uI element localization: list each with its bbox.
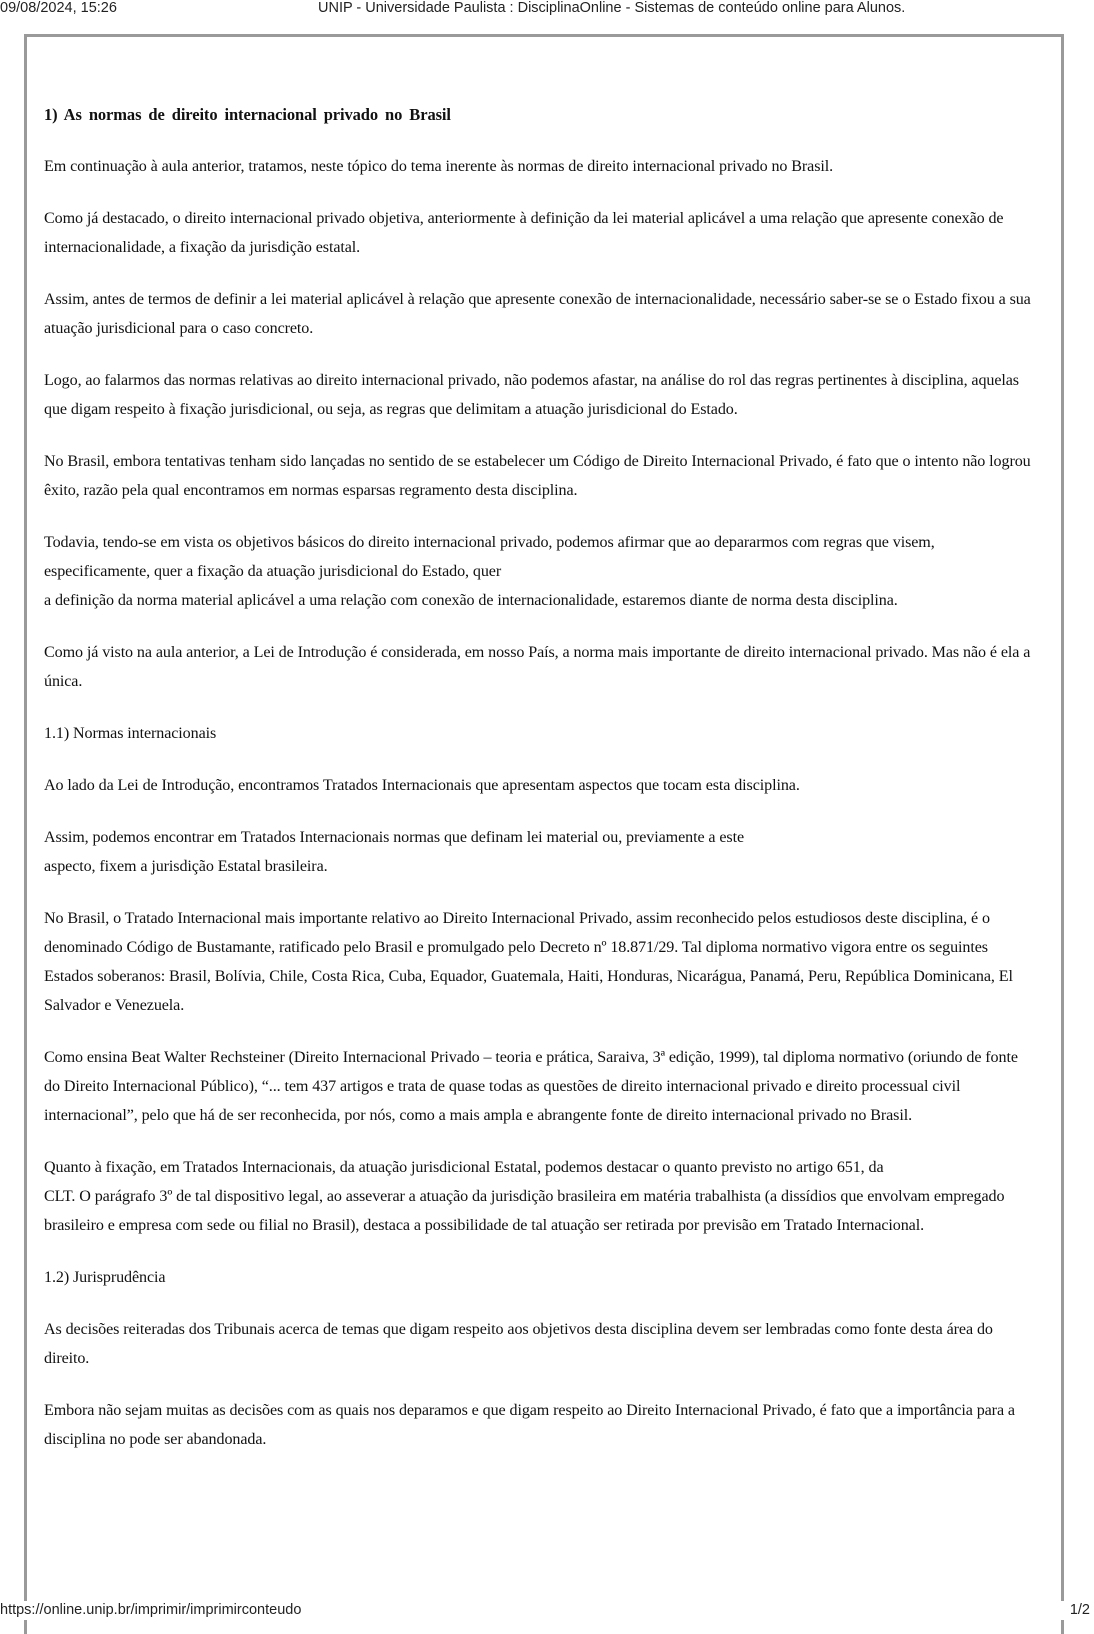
paragraph — [44, 1153, 1034, 1240]
paragraph: Em continuação à aula anterior, tratamos, neste tópico do tema inerente às normas de direito internacional privado no Brasil. — [44, 158, 834, 175]
paragraph-line: Assim, podemos encontrar em Tratados Internacionais normas que definam lei material ou, previamente a este — [44, 829, 744, 846]
paragraph-line: CLT. O parágrafo 3º de tal dispositivo legal, ao asseverar a atuação da jurisdição brasileira em matéria trabalhista (a dissídios que envolvam empregado brasileiro e empresa com sede ou filial no Brasil), destaca a possibilidade de tal atuação ser retirada por previsão em Tratado Internacional. — [44, 1188, 1005, 1234]
paragraph — [44, 823, 1034, 881]
paragraph: Embora não sejam muitas as decisões com as quais nos deparamos e que digam respeito ao Direito Internacional Privado, é fato que a importância para a disciplina no pode ser abandonada. — [44, 1402, 1015, 1448]
paragraph-line: a definição da norma material aplicável a uma relação com conexão de internacionalidade, estaremos diante de norma desta disciplina. — [44, 592, 898, 609]
paragraph: No Brasil, embora tentativas tenham sido lançadas no sentido de se estabelecer um Código de Direito Internacional Privado, é fato que o intento não logrou êxito, razão pela qual encontramos em normas esparsas regramento desta disciplina. — [44, 453, 1031, 499]
section-heading: 1) As normas de direito internacional privado no Brasil — [44, 105, 451, 124]
paragraph-line: Todavia, tendo-se em vista os objetivos básicos do direito internacional privado, podemos afirmar que ao depararmos com regras que visem, especificamente, quer a fixação da atuação jurisdicional do Estado, quer — [44, 534, 935, 580]
paragraph-line: aspecto, fixem a jurisdição Estatal brasileira. — [44, 858, 328, 875]
paragraph: Ao lado da Lei de Introdução, encontramos Tratados Internacionais que apresentam aspectos que tocam esta disciplina. — [44, 777, 800, 794]
print-header — [0, 0, 1094, 18]
paragraph: No Brasil, o Tratado Internacional mais importante relativo ao Direito Internacional Privado, assim reconhecido pelos estudiosos deste disciplina, é o denominado Código de Bustamante, ratificado pelo Brasil e promulgado pelo Decreto nº 18.871/29. Tal diploma normativo vigora entre os seguintes Estados soberanos: Brasil, Bolívia, Chile, Costa Rica, Cuba, Equador, Guatemala, Haiti, Honduras, Nicarágua, Panamá, Peru, República Dominicana, El Salvador e Venezuela. — [44, 910, 1013, 1014]
print-url: https://online.unip.br/imprimir/imprimirconteudo — [0, 1602, 302, 1618]
paragraph — [44, 528, 1034, 615]
page-number: 1/2 — [1069, 1602, 1090, 1618]
paragraph: Como já destacado, o direito internacional privado objetiva, anteriormente à definição da lei material aplicável a uma relação que apresente conexão de internacionalidade, a fixação da jurisdição estatal. — [44, 210, 1004, 256]
paragraph: Como ensina Beat Walter Rechsteiner (Direito Internacional Privado – teoria e prática, Saraiva, 3ª edição, 1999), tal diploma normativo (oriundo de fonte do Direito Internacional Público), “... tem 437 artigos e trata de quase todas as questões de direito internacional privado e direito processual civil internacional”, pelo que há de ser reconhecida, por nós, como a mais ampla e abrangente fonte de direito internacional privado no Brasil. — [44, 1049, 1018, 1124]
print-page-title: UNIP - Universidade Paulista : DisciplinaOnline - Sistemas de conteúdo online para Alunos. — [318, 0, 906, 16]
paragraph: Como já visto na aula anterior, a Lei de Introdução é considerada, em nosso País, a norma mais importante de direito internacional privado. Mas não é ela a única. — [44, 644, 1031, 690]
print-date: 09/08/2024, 15:26 — [0, 0, 117, 16]
document-body — [44, 100, 1034, 1477]
subsection-title: 1.2) Jurisprudência — [44, 1269, 166, 1286]
print-footer — [0, 1601, 1094, 1620]
paragraph: As decisões reiteradas dos Tribunais acerca de temas que digam respeito aos objetivos desta disciplina devem ser lembradas como fonte desta área do direito. — [44, 1321, 993, 1367]
paragraph-line: Quanto à fixação, em Tratados Internacionais, da atuação jurisdicional Estatal, podemos destacar o quanto previsto no artigo 651, da — [44, 1159, 884, 1176]
paragraph: Assim, antes de termos de definir a lei material aplicável à relação que apresente conexão de internacionalidade, necessário saber-se se o Estado fixou a sua atuação jurisdicional para o caso concreto. — [44, 291, 1031, 337]
subsection-title: 1.1) Normas internacionais — [44, 725, 217, 742]
paragraph: Logo, ao falarmos das normas relativas ao direito internacional privado, não podemos afastar, na análise do rol das regras pertinentes à disciplina, aquelas que digam respeito à fixação jurisdicional, ou seja, as regras que delimitam a atuação jurisdicional do Estado. — [44, 372, 1019, 418]
